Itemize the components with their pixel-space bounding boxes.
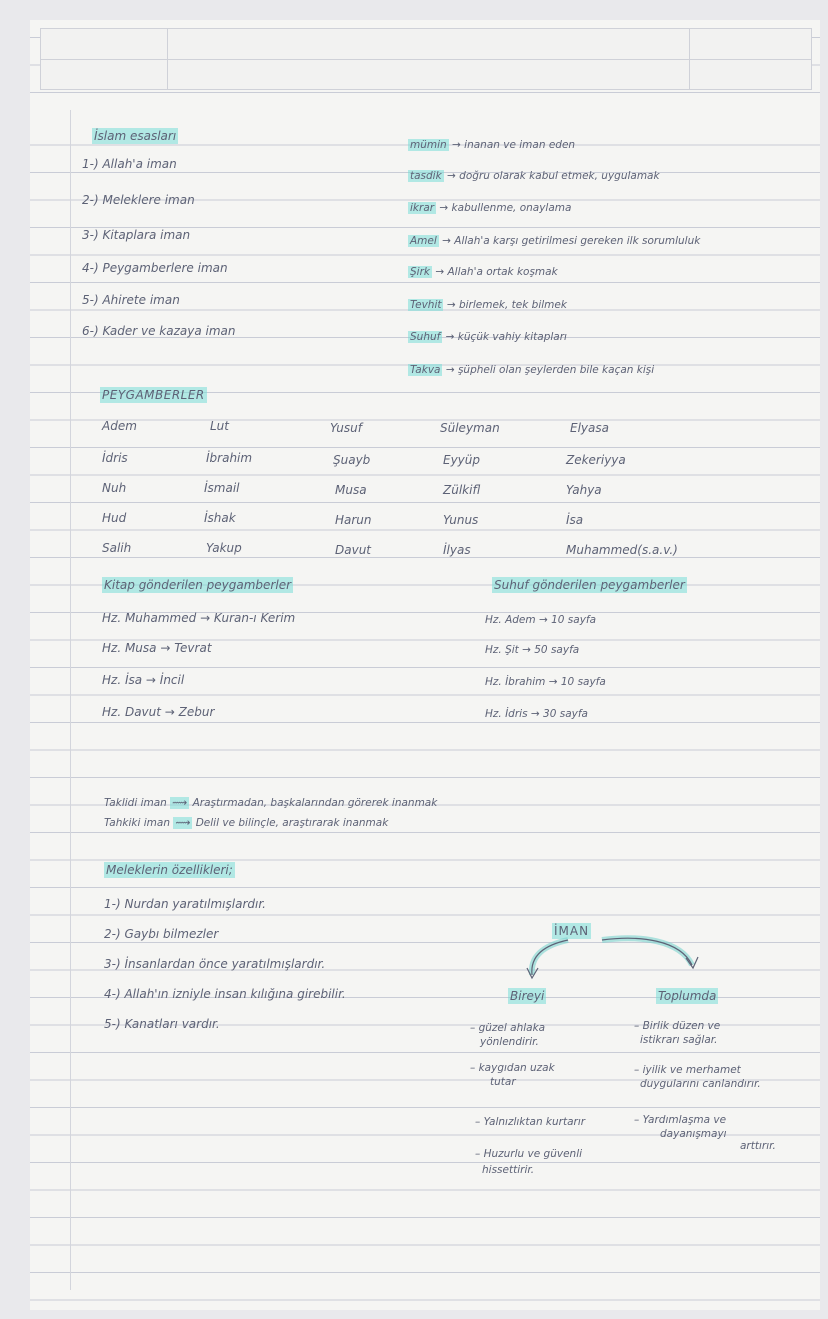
definition-row: Amel → Allah'a karşı getirilmesi gereken ilk sorumluluk (410, 235, 701, 247)
notebook-page (30, 20, 820, 1310)
prophet-name: Salih (102, 541, 132, 555)
list-item: 6-) Kader ve kazaya iman (82, 324, 236, 338)
list-item: dayanışmayı (660, 1128, 727, 1140)
prophet-name: Yahya (566, 483, 602, 497)
list-item: Hz. Musa → Tevrat (102, 641, 212, 655)
prophet-name: Zülkifl (443, 483, 481, 497)
prophet-name: Süleyman (440, 421, 500, 435)
list-item: 2-) Meleklere iman (82, 193, 195, 207)
definition-row: Tevhit → birlemek, tek bilmek (410, 299, 567, 311)
list-item: 1-) Allah'a iman (82, 157, 177, 171)
prophet-name: Şuayb (333, 453, 371, 467)
prophet-name: İshak (204, 511, 236, 525)
list-item: 4-) Peygamberlere iman (82, 261, 228, 275)
prophet-name: Harun (335, 513, 372, 527)
prophet-name: Yunus (443, 513, 479, 527)
definition-row: tasdik → doğru olarak kabul etmek, uygulamak (410, 170, 660, 182)
definition-row: Suhuf → küçük vahiy kitapları (410, 331, 567, 343)
prophet-name: İsmail (204, 481, 240, 495)
peygamberler-title: PEYGAMBERLER (102, 388, 205, 402)
definition-row: ikrar → kabullenme, onaylama (410, 202, 572, 214)
list-item: – güzel ahlaka (470, 1022, 546, 1034)
list-item: Hz. Adem → 10 sayfa (485, 614, 597, 626)
list-item: – Yardımlaşma ve (634, 1114, 727, 1126)
list-item: – Yalnızlıktan kurtarır (475, 1116, 586, 1128)
islam-esaslari-title: İslam esasları (94, 129, 177, 143)
prophet-name: Eyyüp (443, 453, 481, 467)
prophet-name: Hud (102, 511, 127, 525)
prophet-name: Muhammed(s.a.v.) (566, 543, 678, 557)
prophet-name: Lut (210, 419, 229, 433)
iman-turu-row: Tahkiki iman ⟿ Delil ve bilinçle, araştırarak inanmak (104, 817, 389, 829)
list-item: 3-) İnsanlardan önce yaratılmışlardır. (104, 957, 326, 971)
iman-center-label: İMAN (554, 924, 590, 938)
list-item: 5-) Kanatları vardır. (104, 1017, 220, 1031)
list-item: – Huzurlu ve güvenli (475, 1148, 583, 1160)
list-item: – kaygıdan uzak (470, 1062, 555, 1074)
prophet-name: İlyas (443, 543, 471, 557)
kitap-title: Kitap gönderilen peygamberler (104, 578, 292, 592)
definition-row: mümin → inanan ve iman eden (410, 139, 576, 151)
list-item: – Birlik düzen ve (634, 1020, 721, 1032)
list-item: yönlendirir. (480, 1036, 539, 1048)
list-item: 4-) Allah'ın izniyle insan kılığına girebilir. (104, 987, 346, 1001)
list-item: Hz. Şit → 50 sayfa (485, 644, 580, 656)
list-item: 2-) Gaybı bilmezler (104, 927, 219, 941)
list-item: istikrarı sağlar. (640, 1034, 718, 1046)
list-item: Hz. İbrahim → 10 sayfa (485, 676, 606, 688)
list-item: 1-) Nurdan yaratılmışlardır. (104, 897, 266, 911)
list-item: duygularını canlandırır. (640, 1078, 761, 1090)
prophet-name: Musa (335, 483, 367, 497)
definition-row: Şirk → Allah'a ortak koşmak (410, 266, 558, 278)
list-item: Hz. İsa → İncil (102, 673, 185, 687)
prophet-name: Zekeriyya (566, 453, 626, 467)
list-item: 5-) Ahirete iman (82, 293, 180, 307)
prophet-name: Yakup (206, 541, 242, 555)
list-item: tutar (490, 1076, 516, 1088)
list-item: hissettirir. (482, 1164, 535, 1176)
list-item: Hz. İdris → 30 sayfa (485, 708, 588, 720)
prophet-name: Elyasa (570, 421, 609, 435)
list-item: Hz. Davut → Zebur (102, 705, 215, 719)
list-item: – iyilik ve merhamet (634, 1064, 741, 1076)
prophet-name: İdris (102, 451, 128, 465)
list-item: Hz. Muhammed → Kuran-ı Kerim (102, 611, 296, 625)
prophet-name: İbrahim (206, 451, 253, 465)
bireyi-label: Bireyi (510, 989, 545, 1003)
prophet-name: Nuh (102, 481, 127, 495)
list-item: arttırır. (740, 1140, 776, 1152)
prophet-name: Yusuf (330, 421, 362, 435)
list-item: 3-) Kitaplara iman (82, 228, 191, 242)
prophet-name: Davut (335, 543, 372, 557)
prophet-name: İsa (566, 513, 584, 527)
definition-row: Takva → şüpheli olan şeylerden bile kaçan kişi (410, 364, 655, 376)
prophet-name: Adem (102, 419, 137, 433)
melekler-title: Meleklerin özellikleri; (106, 863, 233, 877)
toplumda-label: Toplumda (658, 989, 717, 1003)
suhuf-title: Suhuf gönderilen peygamberler (494, 578, 685, 592)
iman-turu-row: Taklidi iman ⟿ Araştırmadan, başkalarından görerek inanmak (104, 797, 438, 809)
